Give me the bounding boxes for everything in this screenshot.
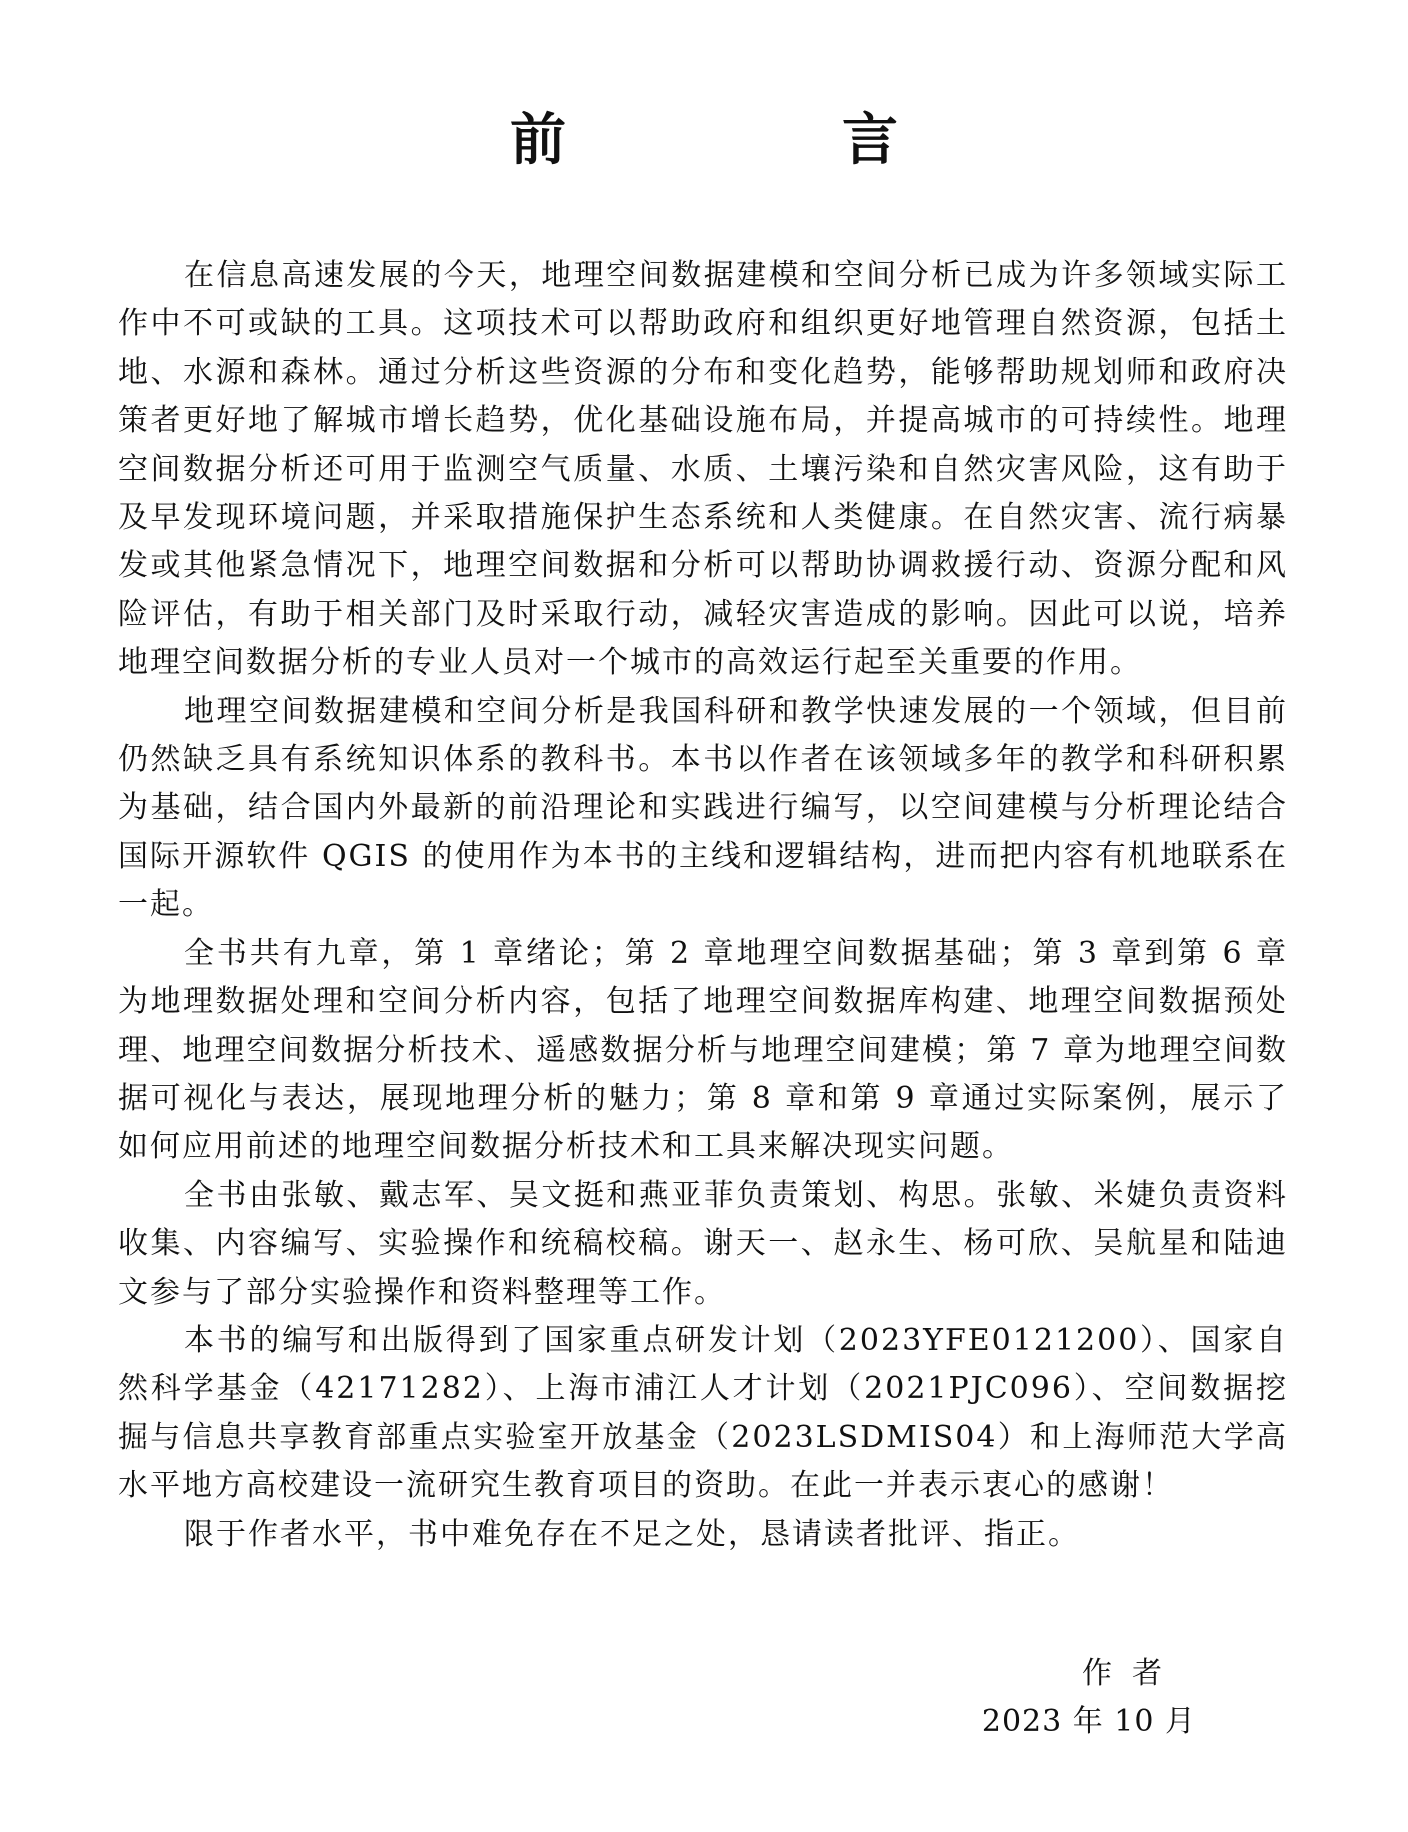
signature-date: 2023 年 10 月 xyxy=(981,1704,1196,1739)
paragraph-1: 在信息高速发展的今天，地理空间数据建模和空间分析已成为许多领域实际工作中不可或缺的工具。这项技术可以帮助政府和组织更好地管理自然资源，包括土地、水源和森林。通过分析这些资源的分布和变化趋势，能够帮助规划师和政府决策者更好地了解城市增长趋势，优化基础设施布局，并提高城市的可持续性。地理空间数据分析还可用于监测空气质量、水质、土壤污染和自然灾害风险，这有助于及早发现环境问题，并采取措施保护生态系统和人类健康。在自然灾害、流行病暴发或其他紧急情况下，地理空间数据和分析可以帮助协调救援行动、资源分配和风险评估，有助于相关部门及时采取行动，减轻灾害造成的影响。因此可以说，培养地理空间数据分析的专业人员对一个城市的高效运行起至关重要的作用。 xyxy=(118,258,1288,681)
signature-block xyxy=(982,1650,1196,1746)
paragraph-3: 全书共有九章，第 1 章绪论；第 2 章地理空间数据基础；第 3 章到第 6 章为地理数据处理和空间分析内容，包括了地理空间数据库构建、地理空间数据预处理、地理空间数据分析技术、遥感数据分析与地理空间建模；第 7 章为地理空间数据可视化与表达，展现地理分析的魅力；第 8 章和第 9 章通过实际案例，展示了如何应用前述的地理空间数据分析技术和工具来解决现实问题。 xyxy=(118,935,1288,1165)
signature-author: 作者 xyxy=(1082,1656,1182,1691)
preface-body xyxy=(118,252,1288,1559)
paragraph-5: 本书的编写和出版得到了国家重点研发计划（2023YFE0121200）、国家自然科学基金（42171282）、上海市浦江人才计划（2021PJC096）、空间数据挖掘与信息共享教育部重点实验室开放基金（2023LSDMIS04）和上海师范大学高水平地方高校建设一流研究生教育项目的资助。在此一并表示衷心的感谢！ xyxy=(118,1322,1288,1504)
page-title: 前 言 xyxy=(510,107,1008,173)
paragraph-2: 地理空间数据建模和空间分析是我国科研和教学快速发展的一个领域，但目前仍然缺乏具有系统知识体系的教科书。本书以作者在该领域多年的教学和科研积累为基础，结合国内外最新的前沿理论和实践进行编写，以空间建模与分析理论结合国际开源软件 QGIS 的使用作为本书的主线和逻辑结构，进而把内容有机地联系在一起。 xyxy=(118,693,1288,923)
paragraph-4: 全书由张敏、戴志军、吴文挺和燕亚菲负责策划、构思。张敏、米婕负责资料收集、内容编写、实验操作和统稿校稿。谢天一、赵永生、杨可欣、吴航星和陆迪文参与了部分实验操作和资料整理等工作。 xyxy=(118,1177,1288,1310)
paragraph-6: 限于作者水平，书中难免存在不足之处，恳请读者批评、指正。 xyxy=(184,1516,1080,1552)
